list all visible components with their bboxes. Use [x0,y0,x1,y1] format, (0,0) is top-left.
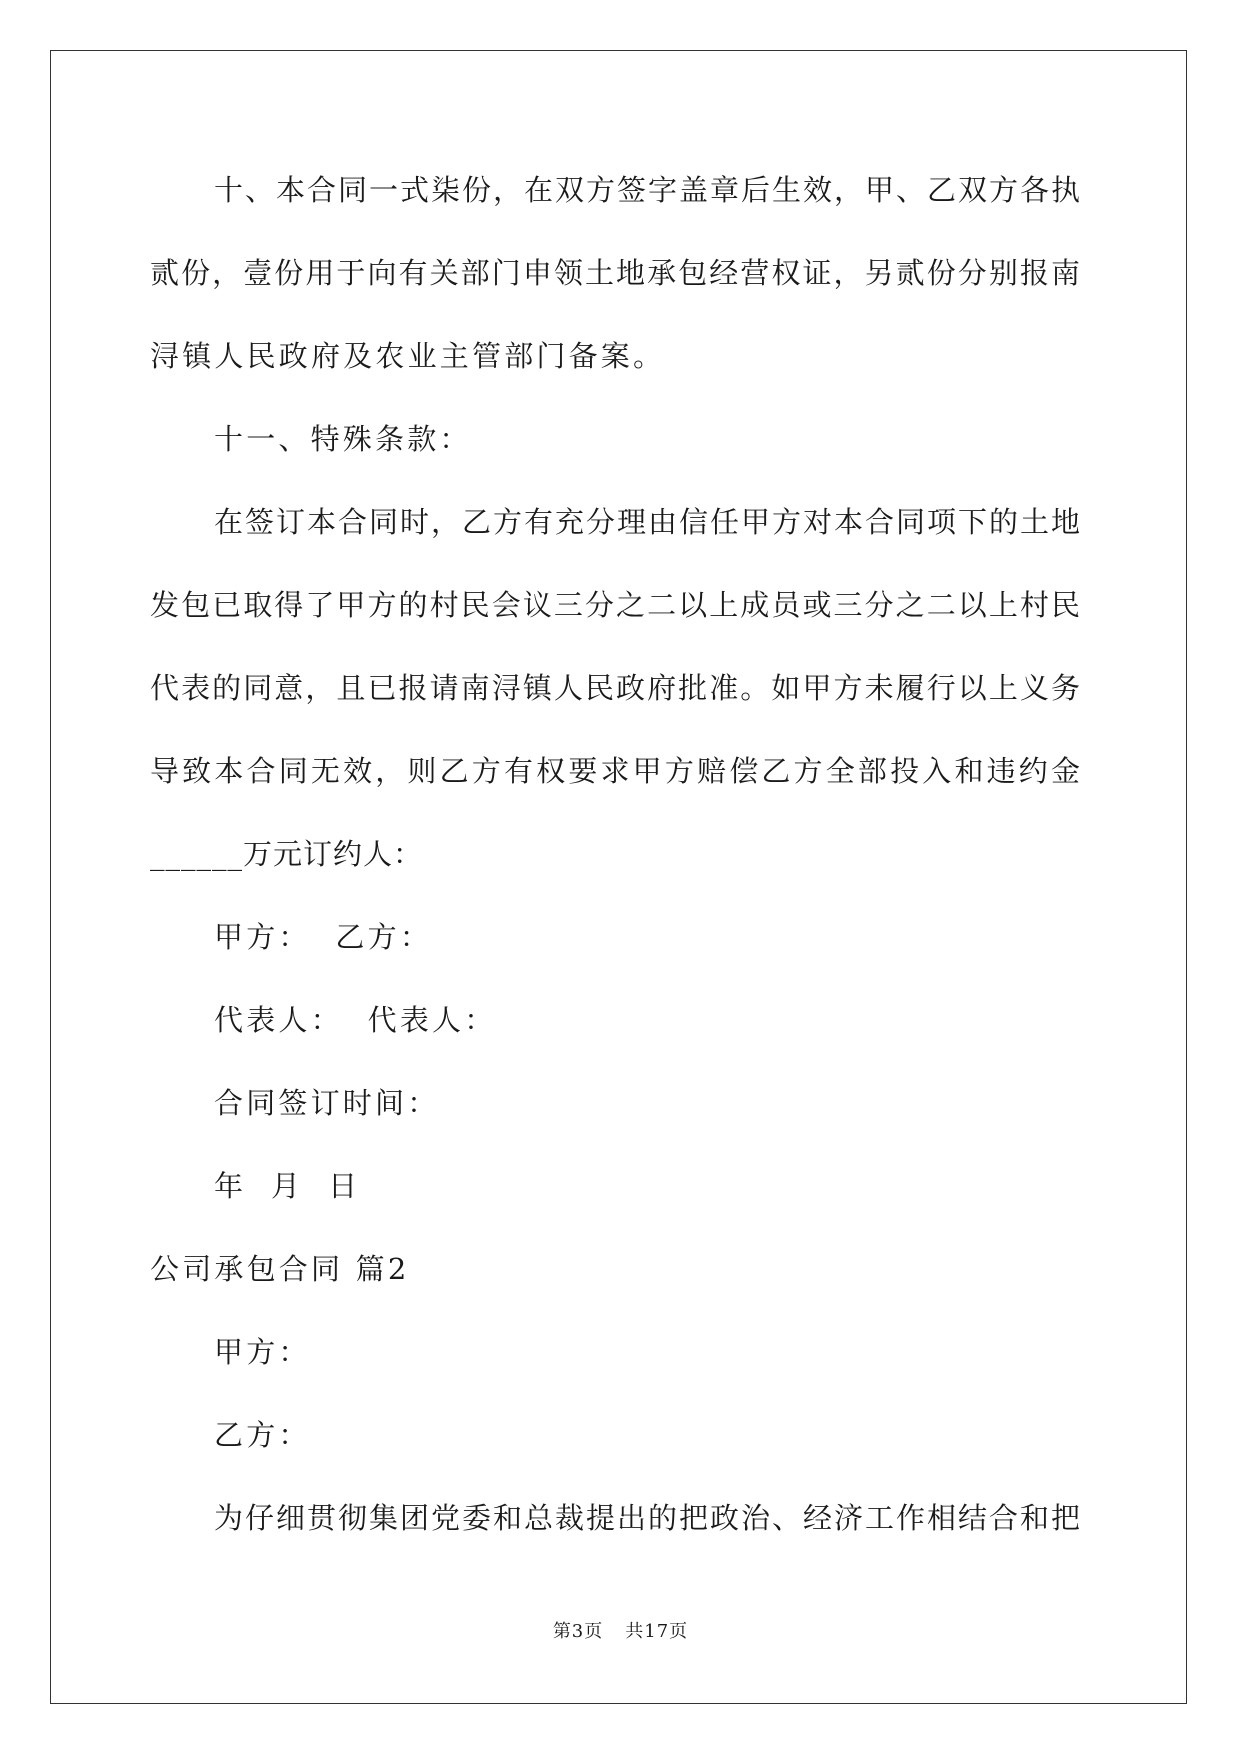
paragraph-line: 为仔细贯彻集团党委和总裁提出的把政治、经济工作相结合和把 [214,1501,1080,1535]
paragraph-line: 导致本合同无效，则乙方有权要求甲方赔偿乙方全部投入和违约金 [150,754,1080,788]
paragraph-line: 十、本合同一式柒份，在双方签字盖章后生效，甲、乙双方各执 [214,173,1080,207]
signature-parties: 甲方： 乙方： [214,920,433,954]
page-number: 第3页 [552,1621,604,1642]
paragraph-line: 浔镇人民政府及农业主管部门备案。 [150,339,666,373]
signature-representatives: 代表人： 代表人： [214,1003,497,1037]
paragraph-line: 贰份，壹份用于向有关部门申领土地承包经营权证，另贰份分别报南 [150,256,1080,290]
party-b-label: 乙方： [214,1418,311,1452]
page-total: 共17页 [625,1621,689,1642]
paragraph-line: ______万元订约人： [150,837,424,871]
section-heading: 十一、特殊条款： [214,422,472,456]
section-title: 公司承包合同 篇2 [150,1252,410,1286]
paragraph-line: 在签订本合同时，乙方有充分理由信任甲方对本合同项下的土地 [214,505,1080,539]
paragraph-line: 发包已取得了甲方的村民会议三分之二以上成员或三分之二以上村民 [150,588,1080,622]
date-placeholder: 年 月 日 [214,1169,361,1203]
signing-date-label: 合同签订时间： [214,1086,440,1120]
paragraph-line: 代表的同意，且已报请南浔镇人民政府批准。如甲方未履行以上义务 [150,671,1080,705]
page-footer [0,1620,1241,1644]
party-a-label: 甲方： [214,1335,311,1369]
page-border [50,50,1187,1704]
